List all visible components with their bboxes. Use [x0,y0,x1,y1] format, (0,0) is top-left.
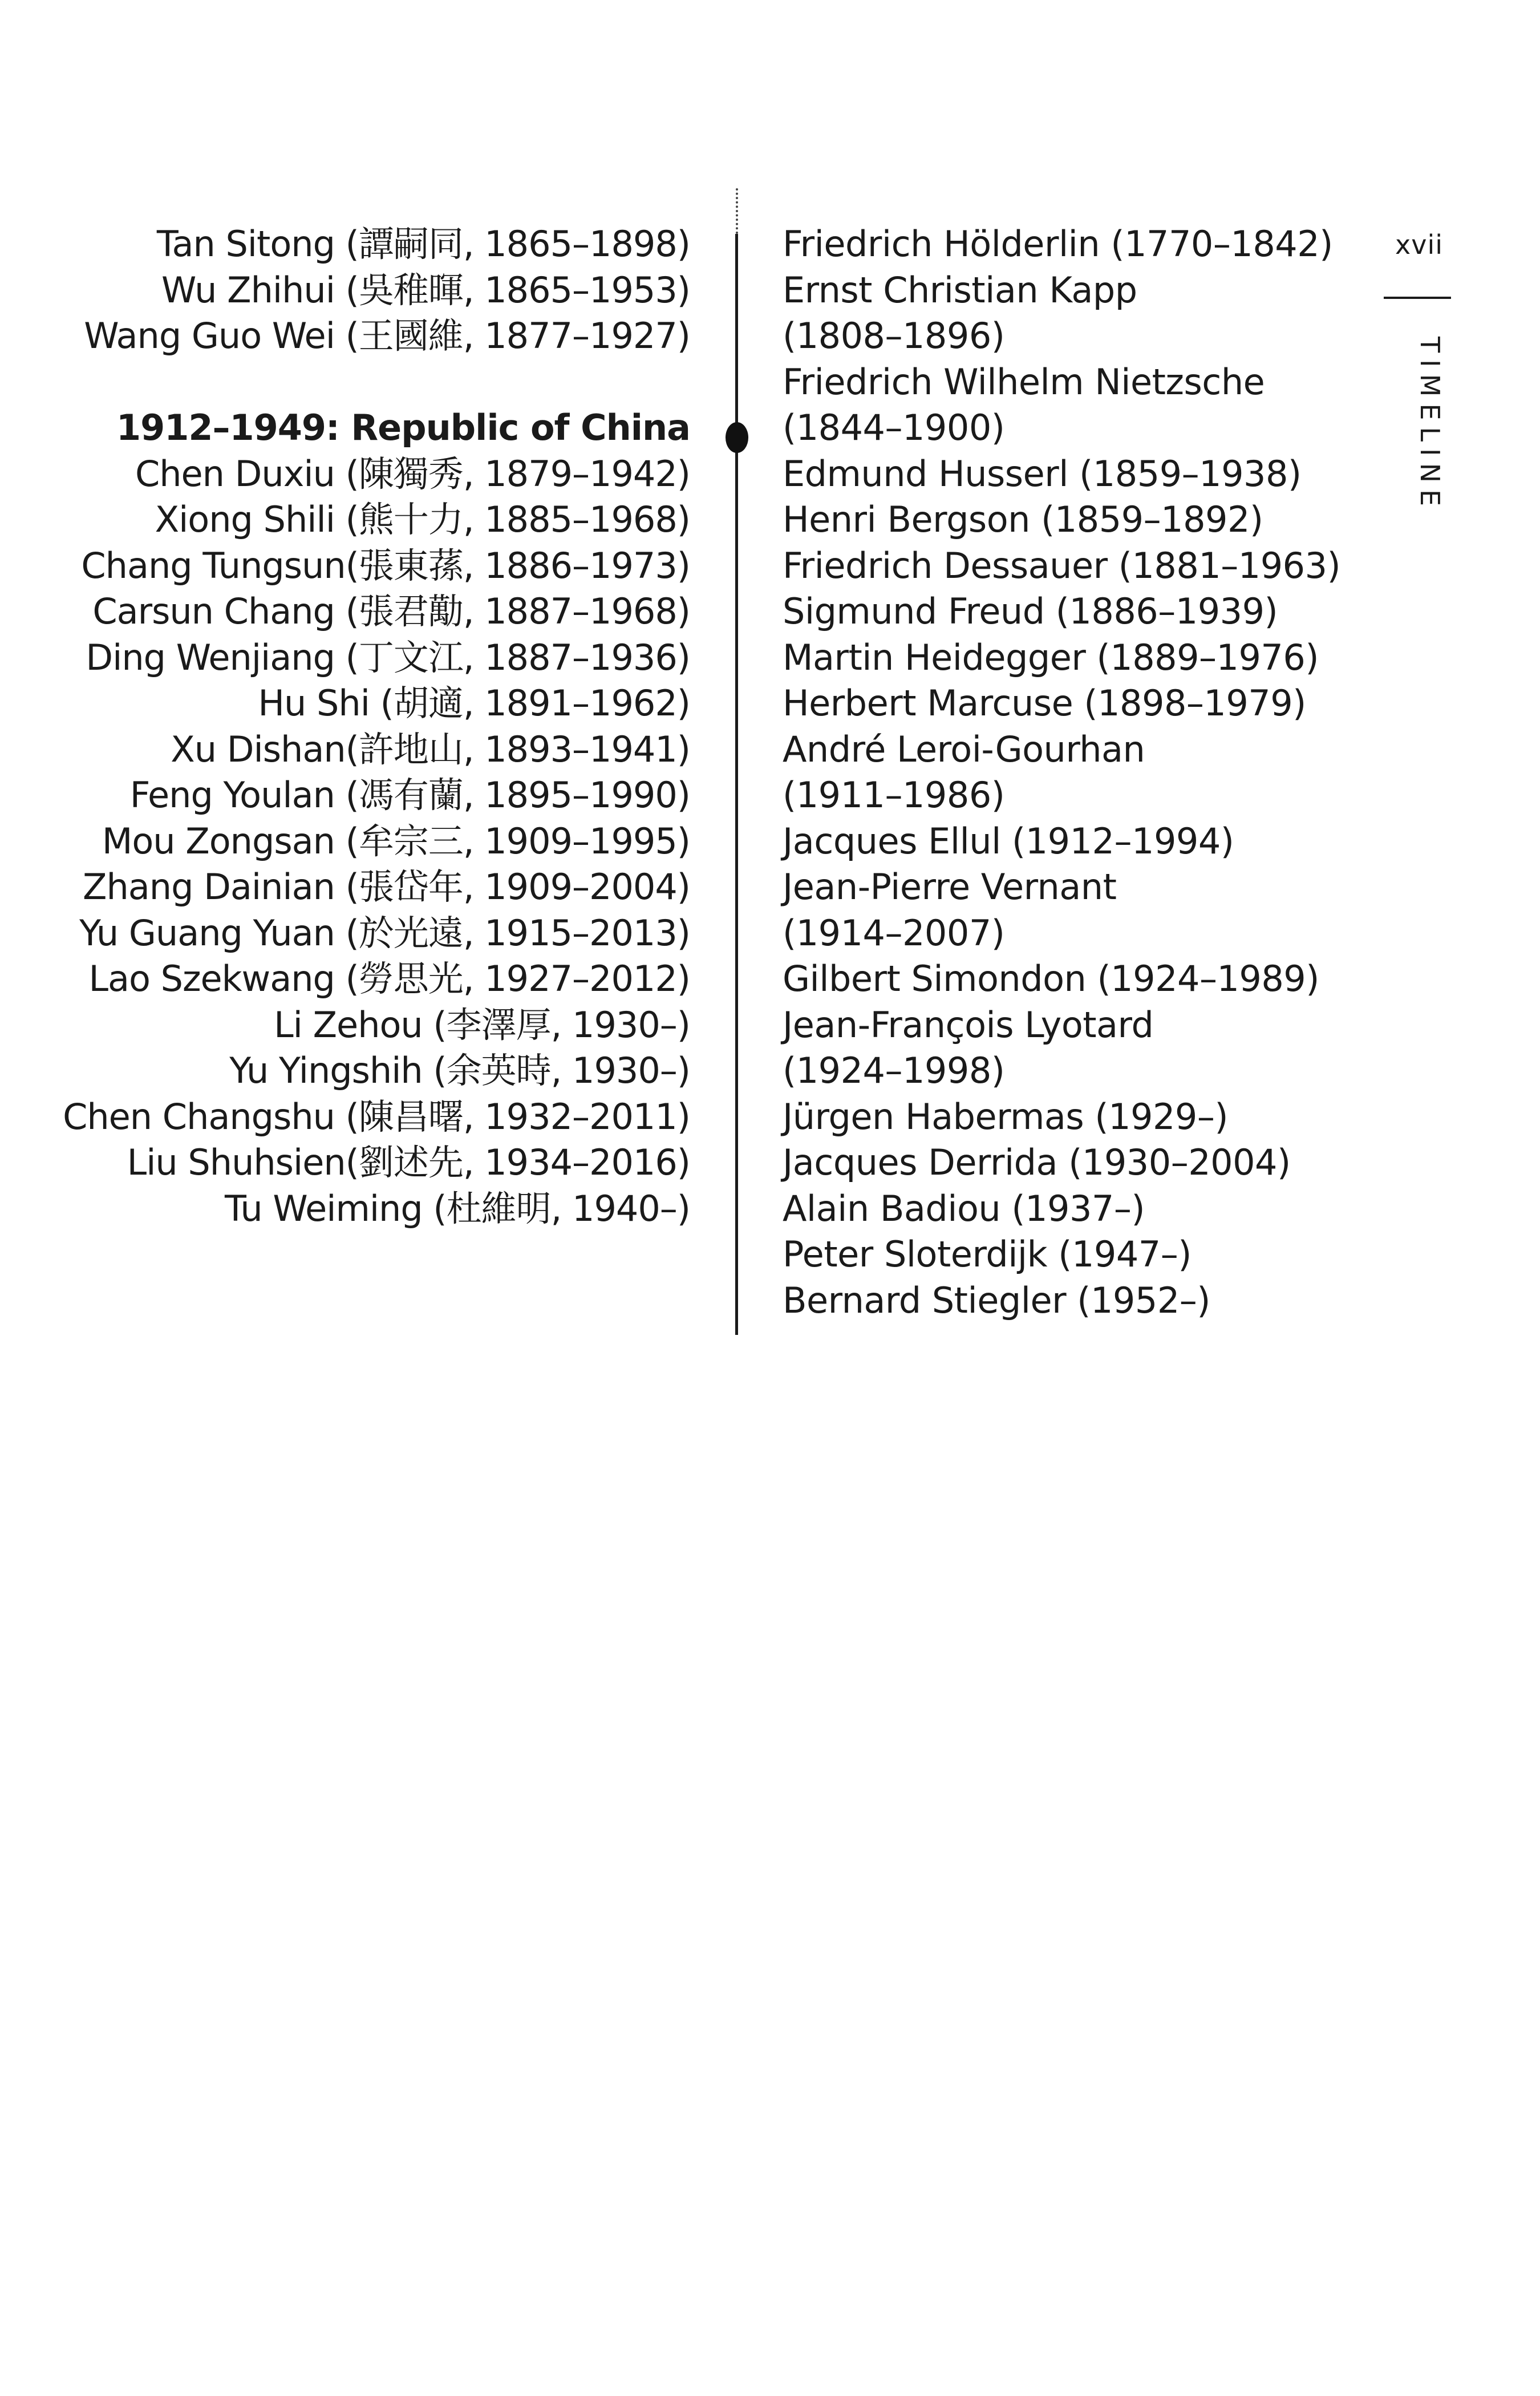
timeline-line-text: (1808–1896) [783,315,1005,357]
period-heading: 1912–1949: Republic of China [116,407,690,448]
western-thinkers-column [783,221,1341,1324]
timeline-entry: Chen Duxiu (陳獨秀, 1879–1942) [135,452,690,495]
timeline-line-text: Sigmund Freud (1886–1939) [783,590,1278,632]
timeline-entry: Lao Szekwang (勞思光, 1927–2012) [88,958,690,999]
timeline-line-text: Herbert Marcuse (1898–1979) [783,682,1306,724]
timeline-entry: Hu Shi (胡適, 1891–1962) [258,682,690,724]
timeline-entry: Wu Zhihui (吳稚暉, 1865–1953) [161,269,690,311]
running-head: TIMELINE [1415,337,1445,513]
timeline-entry: Liu Shuhsien(劉述先, 1934–2016) [127,1142,690,1183]
timeline-line-text: Peter Sloterdijk (1947–) [783,1233,1192,1275]
timeline-line-text: Henri Bergson (1859–1892) [783,499,1263,540]
timeline-line-text: Ernst Christian Kapp [783,269,1137,311]
timeline-entry: Wang Guo Wei (王國維, 1877–1927) [84,315,690,357]
timeline-line-text: (1924–1998) [783,1050,1005,1091]
timeline-line-text: Friedrich Dessauer (1881–1963) [783,544,1341,586]
timeline-entry: Chen Changshu (陳昌曙, 1932–2011) [63,1095,690,1138]
timeline-entry: Chang Tungsun(張東蓀, 1886–1973) [81,544,690,586]
timeline-line-text: Jürgen Habermas (1929–) [783,1095,1229,1138]
timeline-line-text: (1911–1986) [783,774,1005,816]
timeline-entry: Li Zehou (李澤厚, 1930–) [274,1003,690,1046]
chinese-thinkers-column [34,221,690,1232]
timeline-entry: Yu Yingshih (余英時, 1930–) [229,1050,690,1091]
page-number: xvii [1395,229,1444,260]
timeline-line-text: Friedrich Wilhelm Nietzsche [783,361,1265,403]
timeline-line-text: Jean-Pierre Vernant [783,866,1117,908]
timeline-entry: Xiong Shili (熊十力, 1885–1968) [155,499,690,540]
timeline-line-text: Jacques Derrida (1930–2004) [783,1142,1291,1183]
timeline-entry: Xu Dishan(許地山, 1893–1941) [171,728,690,770]
timeline-entry: Tu Weiming (杜維明, 1940–) [224,1187,690,1229]
timeline-entry: Carsun Chang (張君勱, 1887–1968) [92,590,690,632]
header-rule [1384,297,1451,299]
timeline-axis [735,234,738,1335]
timeline-line-text: André Leroi-Gourhan [783,728,1145,770]
timeline-entry: Mou Zongsan (牟宗三, 1909–1995) [102,820,690,862]
timeline-marker-dot [726,422,748,453]
timeline-line-text: Jacques Ellul (1912–1994) [783,820,1234,862]
timeline-entry: Ding Wenjiang (丁文江, 1887–1936) [86,636,690,678]
timeline-entry: Feng Youlan (馮有蘭, 1895–1990) [129,774,690,816]
timeline-line-text: Edmund Husserl (1859–1938) [783,452,1302,495]
timeline-line-text: Bernard Stiegler (1952–) [783,1279,1210,1321]
timeline-entry: Tan Sitong (譚嗣同, 1865–1898) [156,223,690,265]
timeline-line-text: Jean-François Lyotard [783,1003,1154,1046]
timeline-line-text: Alain Badiou (1937–) [783,1187,1145,1229]
timeline-dotted-start [736,188,738,234]
timeline-entry: Zhang Dainian (張岱年, 1909–2004) [83,866,690,908]
timeline-line-text: Friedrich Hölderlin (1770–1842) [783,223,1333,265]
timeline-line-text: (1844–1900) [783,407,1005,448]
timeline-line-text: (1914–2007) [783,912,1005,954]
timeline-entry: Yu Guang Yuan (於光遠, 1915–2013) [79,912,690,954]
spacer [34,359,690,406]
timeline-line-text: Gilbert Simondon (1924–1989) [783,958,1319,999]
timeline-line-text: Martin Heidegger (1889–1976) [783,636,1319,678]
